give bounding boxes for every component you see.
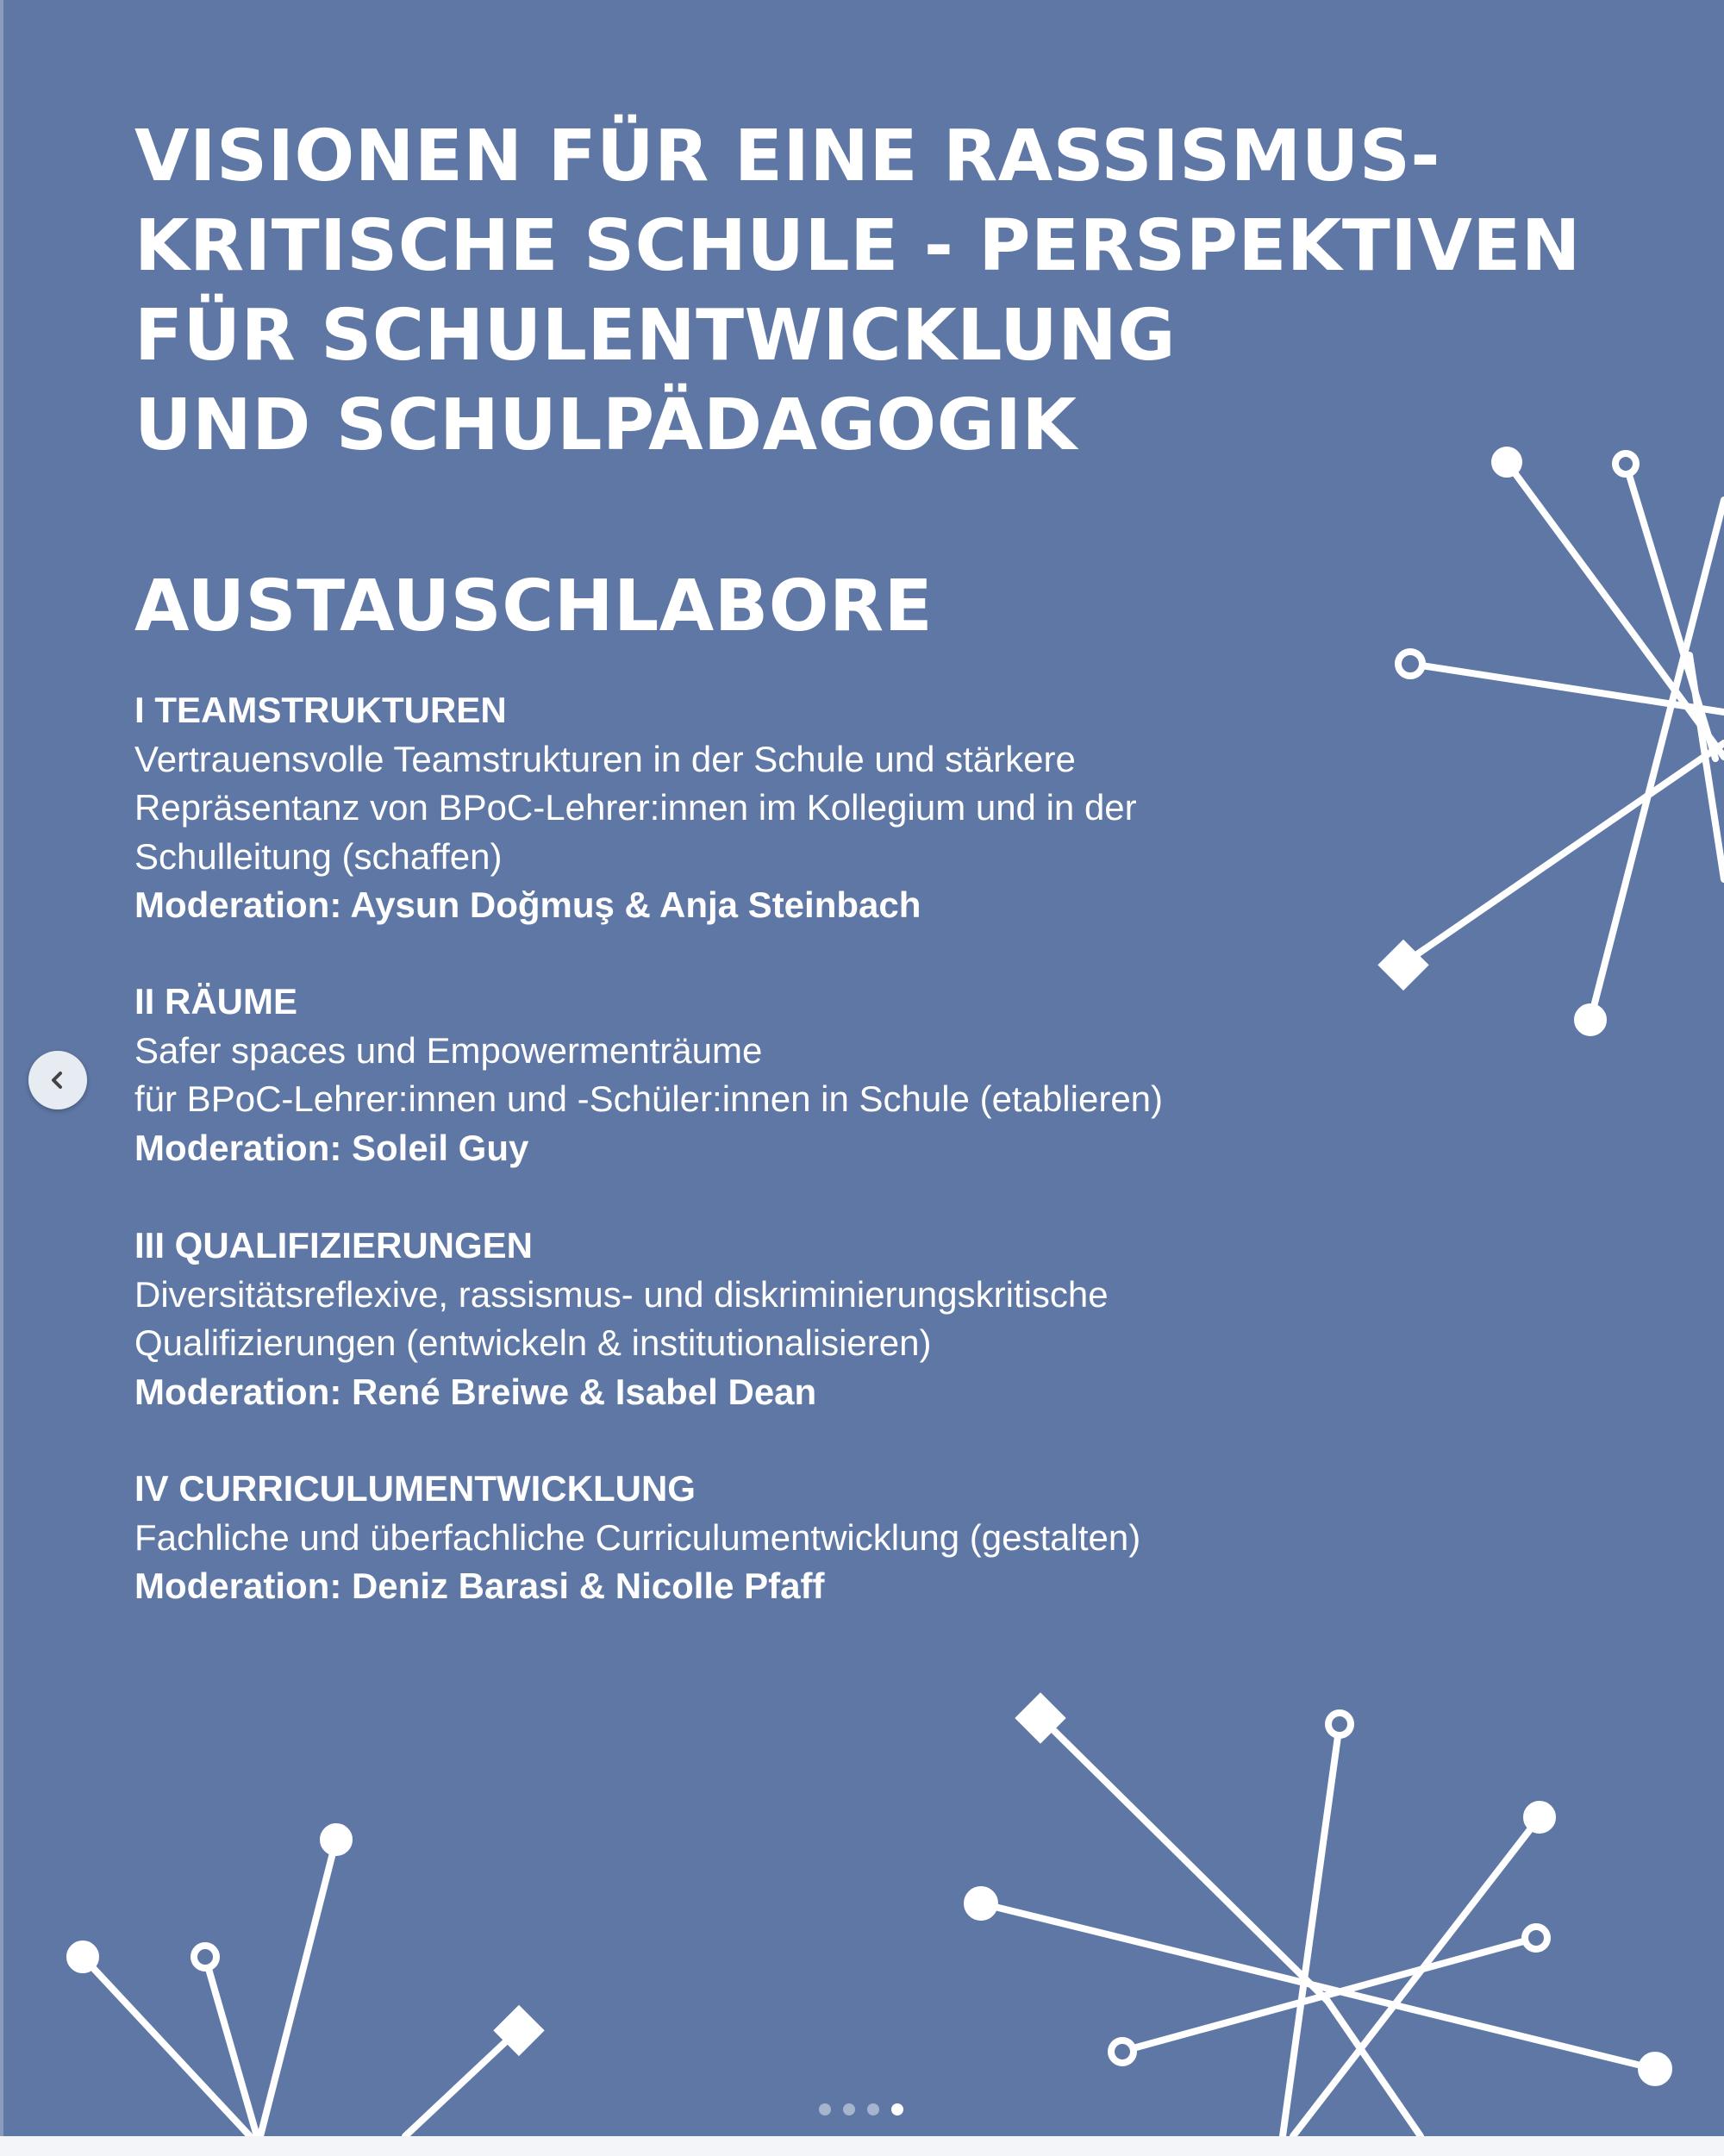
slide-title xyxy=(134,112,1669,471)
lab-description-line: Qualifizierungen (entwickeln & institutionalisieren) xyxy=(134,1322,932,1363)
lab-item-teamstrukturen xyxy=(134,686,1617,930)
lab-description xyxy=(134,1271,1617,1368)
lab-title: IV CURRICULUMENTWICKLUNG xyxy=(134,1468,696,1509)
lab-description-line: Repräsentanz von BPoC-Lehrer:innen im Kollegium und in der xyxy=(134,787,1137,828)
title-line: KRITISCHE SCHULE - PERSPEKTIVEN xyxy=(134,205,1581,287)
pagination-dot xyxy=(891,2103,903,2115)
bottom-strip xyxy=(0,2136,1724,2156)
lab-item-curriculumentwicklung xyxy=(134,1465,1617,1611)
title-line: UND SCHULPÄDAGOGIK xyxy=(134,384,1078,466)
section-heading: AUSTAUSCHLABORE xyxy=(134,566,934,647)
lab-description xyxy=(134,735,1617,882)
pagination-dot xyxy=(867,2103,879,2115)
lab-description-line: Vertrauensvolle Teamstrukturen in der Schule und stärkere xyxy=(134,738,1076,779)
lab-description xyxy=(134,1027,1617,1124)
lab-description xyxy=(134,1514,1617,1563)
lab-moderation: Moderation: Soleil Guy xyxy=(134,1127,529,1168)
lab-description-line: für BPoC-Lehrer:innen und -Schüler:innen in Schule (etablieren) xyxy=(134,1078,1164,1119)
lab-title: III QUALIFIZIERUNGEN xyxy=(134,1225,533,1265)
lab-description-line: Fachliche und überfachliche Curriculumentwicklung (gestalten) xyxy=(134,1516,1141,1558)
title-line: FÜR SCHULENTWICKLUNG xyxy=(134,295,1177,377)
lab-description-line: Safer spaces und Empowermenträume xyxy=(134,1029,763,1071)
lab-description-line: Diversitätsreflexive, rassismus- und diskriminierungskritische xyxy=(134,1273,1109,1315)
pagination-dot xyxy=(819,2103,831,2115)
lab-moderation: Moderation: Aysun Doğmuş & Anja Steinbach xyxy=(134,884,921,925)
chevron-left-icon xyxy=(45,1067,71,1093)
lab-description-line: Schulleitung (schaffen) xyxy=(134,835,503,877)
carousel-prev-button[interactable] xyxy=(28,1051,87,1109)
title-line: VISIONEN FÜR EINE RASSISMUS- xyxy=(134,116,1440,197)
pagination-dot xyxy=(843,2103,855,2115)
lab-title: I TEAMSTRUKTUREN xyxy=(134,690,507,730)
lab-moderation: Moderation: Deniz Barasi & Nicolle Pfaff xyxy=(134,1565,825,1606)
lab-item-raeume xyxy=(134,978,1617,1172)
lab-moderation: Moderation: René Breiwe & Isabel Dean xyxy=(134,1371,817,1412)
lab-item-qualifizierungen xyxy=(134,1222,1617,1416)
lab-title: II RÄUME xyxy=(134,981,297,1022)
carousel-pagination xyxy=(819,2103,903,2115)
